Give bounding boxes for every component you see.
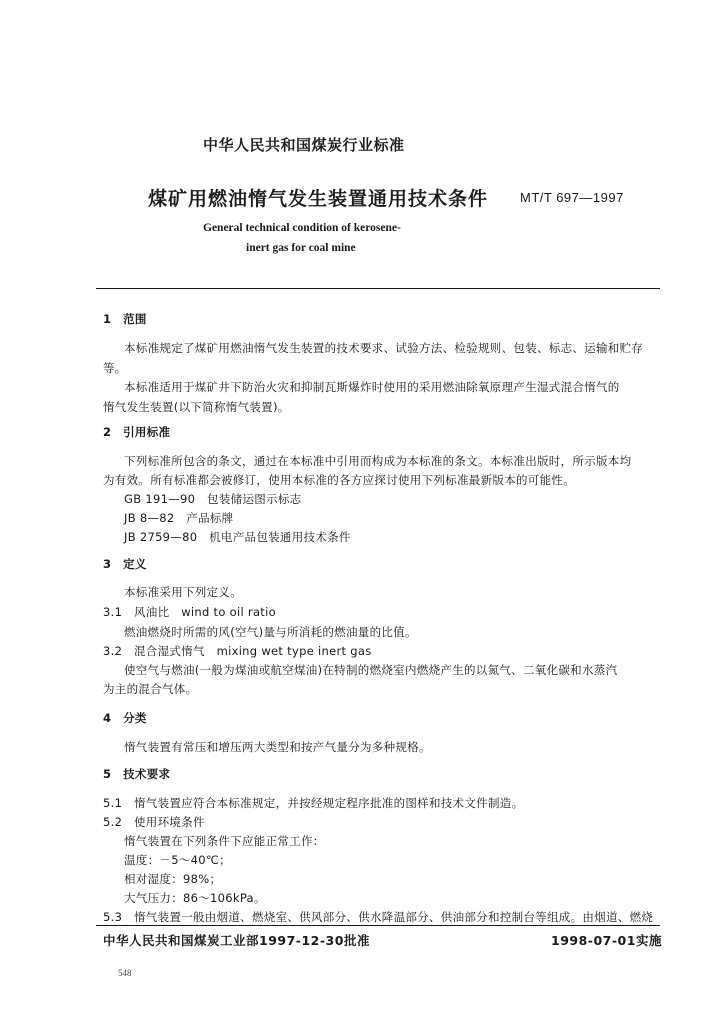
footer-divider	[96, 925, 660, 926]
standard-number: MT/T 697—1997	[520, 190, 624, 205]
section-4-text: 惰气装置有常压和增压两大类型和按产气量分为多种规格。	[124, 740, 431, 754]
english-title-line-1: General technical condition of kerosene-	[203, 222, 401, 234]
document-title: 煤矿用燃油惰气发生装置通用技术条件	[148, 188, 489, 210]
definition-3-2-text-b: 为主的混合气体。	[103, 682, 198, 696]
section-1-paragraph-1a: 本标准规定了煤矿用燃油惰气发生装置的技术要求、试验方法、检验规则、包装、标志、运输和贮存	[124, 341, 644, 355]
clause-5-1: 5.1 惰气装置应符合本标准规定，并按经规定程序批准的图样和技术文件制造。	[103, 796, 524, 810]
section-2-reference-2: JB 8—82 产品标牌	[124, 511, 234, 525]
clause-5-2-humidity: 相对湿度：98%；	[124, 872, 222, 886]
clause-5-2-pressure: 大气压力：86～106kPa。	[124, 891, 266, 905]
definition-3-1-title: 3.1 风油比 wind to oil ratio	[103, 605, 276, 619]
section-5-heading: 5 技术要求	[103, 767, 171, 781]
clause-5-2-heading: 5.2 使用环境条件	[103, 815, 205, 829]
clause-5-3: 5.3 惰气装置一般由烟道、燃烧室、供风部分、供水降温部分、供油部分和控制台等组成。由烟道、燃烧	[103, 910, 654, 924]
industry-standard-label: 中华人民共和国煤炭行业标准	[203, 136, 405, 154]
section-1-heading: 1 范围	[103, 312, 147, 326]
approval-line: 中华人民共和国煤炭工业部1997-12-30批准	[103, 933, 370, 948]
page-number: 548	[118, 968, 132, 978]
section-2-heading: 2 引用标准	[103, 425, 171, 439]
header-divider	[96, 288, 660, 289]
definition-3-1-text: 燃油燃烧时所需的风(空气)量与所消耗的燃油量的比值。	[124, 625, 417, 639]
definition-3-2-text-a: 使空气与燃油(一般为煤油或航空煤油)在特制的燃烧室内燃烧产生的以氮气、二氧化碳和水蒸汽	[124, 663, 618, 677]
clause-5-2-temperature: 温度：－5～40℃；	[124, 853, 231, 867]
section-3-intro: 本标准采用下列定义。	[124, 585, 242, 599]
effective-date: 1998-07-01实施	[551, 933, 662, 948]
section-2-reference-1: GB 191—90 包装储运图示标志	[124, 492, 302, 506]
section-1-paragraph-2b: 惰气发生装置(以下简称惰气装置)。	[103, 400, 290, 414]
section-1-paragraph-2a: 本标准适用于煤矿井下防治火灾和抑制瓦斯爆炸时使用的采用燃油除氧原理产生湿式混合惰气的	[124, 380, 620, 394]
section-4-heading: 4 分类	[103, 711, 147, 725]
section-2-paragraph-1b: 为有效。所有标准都会被修订，使用本标准的各方应探讨使用下列标准最新版本的可能性。	[103, 473, 575, 487]
section-3-heading: 3 定义	[103, 557, 147, 571]
definition-3-2-title: 3.2 混合湿式惰气 mixing wet type inert gas	[103, 644, 372, 658]
section-1-paragraph-1b: 等。	[103, 361, 127, 375]
section-2-paragraph-1a: 下列标准所包含的条文，通过在本标准中引用而构成为本标准的条文。本标准出版时，所示版本均	[124, 454, 632, 468]
section-2-reference-3: JB 2759—80 机电产品包装通用技术条件	[124, 530, 351, 544]
clause-5-2-intro: 惰气装置在下列条件下应能正常工作：	[124, 834, 325, 848]
english-title-line-2: inert gas for coal mine	[246, 242, 356, 254]
